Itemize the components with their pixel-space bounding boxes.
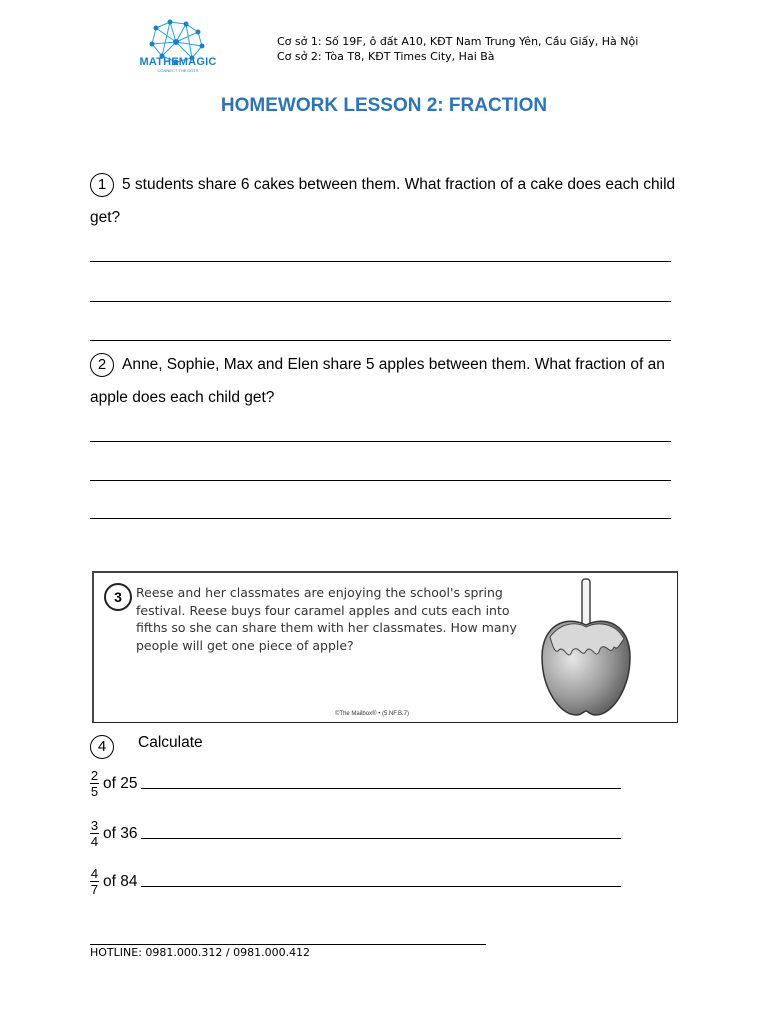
image-credit: ©The Mailbox® • (5.NF.B.7) (335, 711, 409, 717)
footer-divider (90, 944, 486, 945)
calculate-label: Calculate (138, 734, 203, 751)
question-number-badge: 4 (90, 735, 114, 759)
calc-row (90, 819, 621, 848)
hotline: HOTLINE: 0981.000.312 / 0981.000.412 (90, 946, 311, 959)
question-2 (90, 348, 680, 414)
address-line-2: Cơ sở 2: Tòa T8, KĐT Times City, Hai Bà (277, 50, 495, 63)
calc-row (90, 769, 621, 798)
caramel-apple-icon (536, 577, 636, 721)
answer-line (90, 441, 671, 442)
answer-line (90, 518, 671, 519)
question-1 (90, 168, 680, 234)
question-number-badge: 2 (90, 353, 114, 377)
answer-line (141, 828, 621, 839)
logo-tagline: CONNECT THE DOTS (157, 68, 199, 73)
question-number-badge: 1 (90, 173, 114, 197)
answer-line (90, 261, 671, 262)
answer-line (90, 340, 671, 341)
fraction: $\frac{4}{7}$ (90, 866, 99, 897)
question-3-text: Reese and her classmates are enjoying the school's spring festival. Reese buys four caramel apples and cuts each into fifths so she can share them with her classmates. How many people will get one piece of apple? (136, 585, 517, 653)
address-line-1: Cơ sở 1: Số 19F, ô đất A10, KĐT Nam Trung Yên, Cầu Giấy, Hà Nội (277, 35, 639, 48)
calc-suffix: of 25 (103, 774, 138, 792)
calc-row (90, 867, 621, 896)
calc-suffix: of 84 (103, 872, 138, 890)
question-1-text: 5 students share 6 cakes between them. What fraction of a cake does each child get? (90, 176, 676, 226)
fraction: $\frac{2}{5}$ (90, 768, 99, 799)
logo-name: MATHEMAGIC (139, 56, 217, 68)
fraction: $\frac{3}{4}$ (90, 818, 99, 849)
question-3-number-badge: 3 (104, 583, 132, 611)
answer-line (141, 778, 621, 789)
calc-suffix: of 36 (103, 824, 138, 842)
answer-line (90, 301, 671, 302)
question-2-text: Anne, Sophie, Max and Elen share 5 apples between them. What fraction of an apple does each child get? (90, 356, 665, 406)
answer-line (141, 876, 621, 887)
answer-line (90, 480, 671, 481)
page-title: HOMEWORK LESSON 2: FRACTION (220, 95, 548, 116)
